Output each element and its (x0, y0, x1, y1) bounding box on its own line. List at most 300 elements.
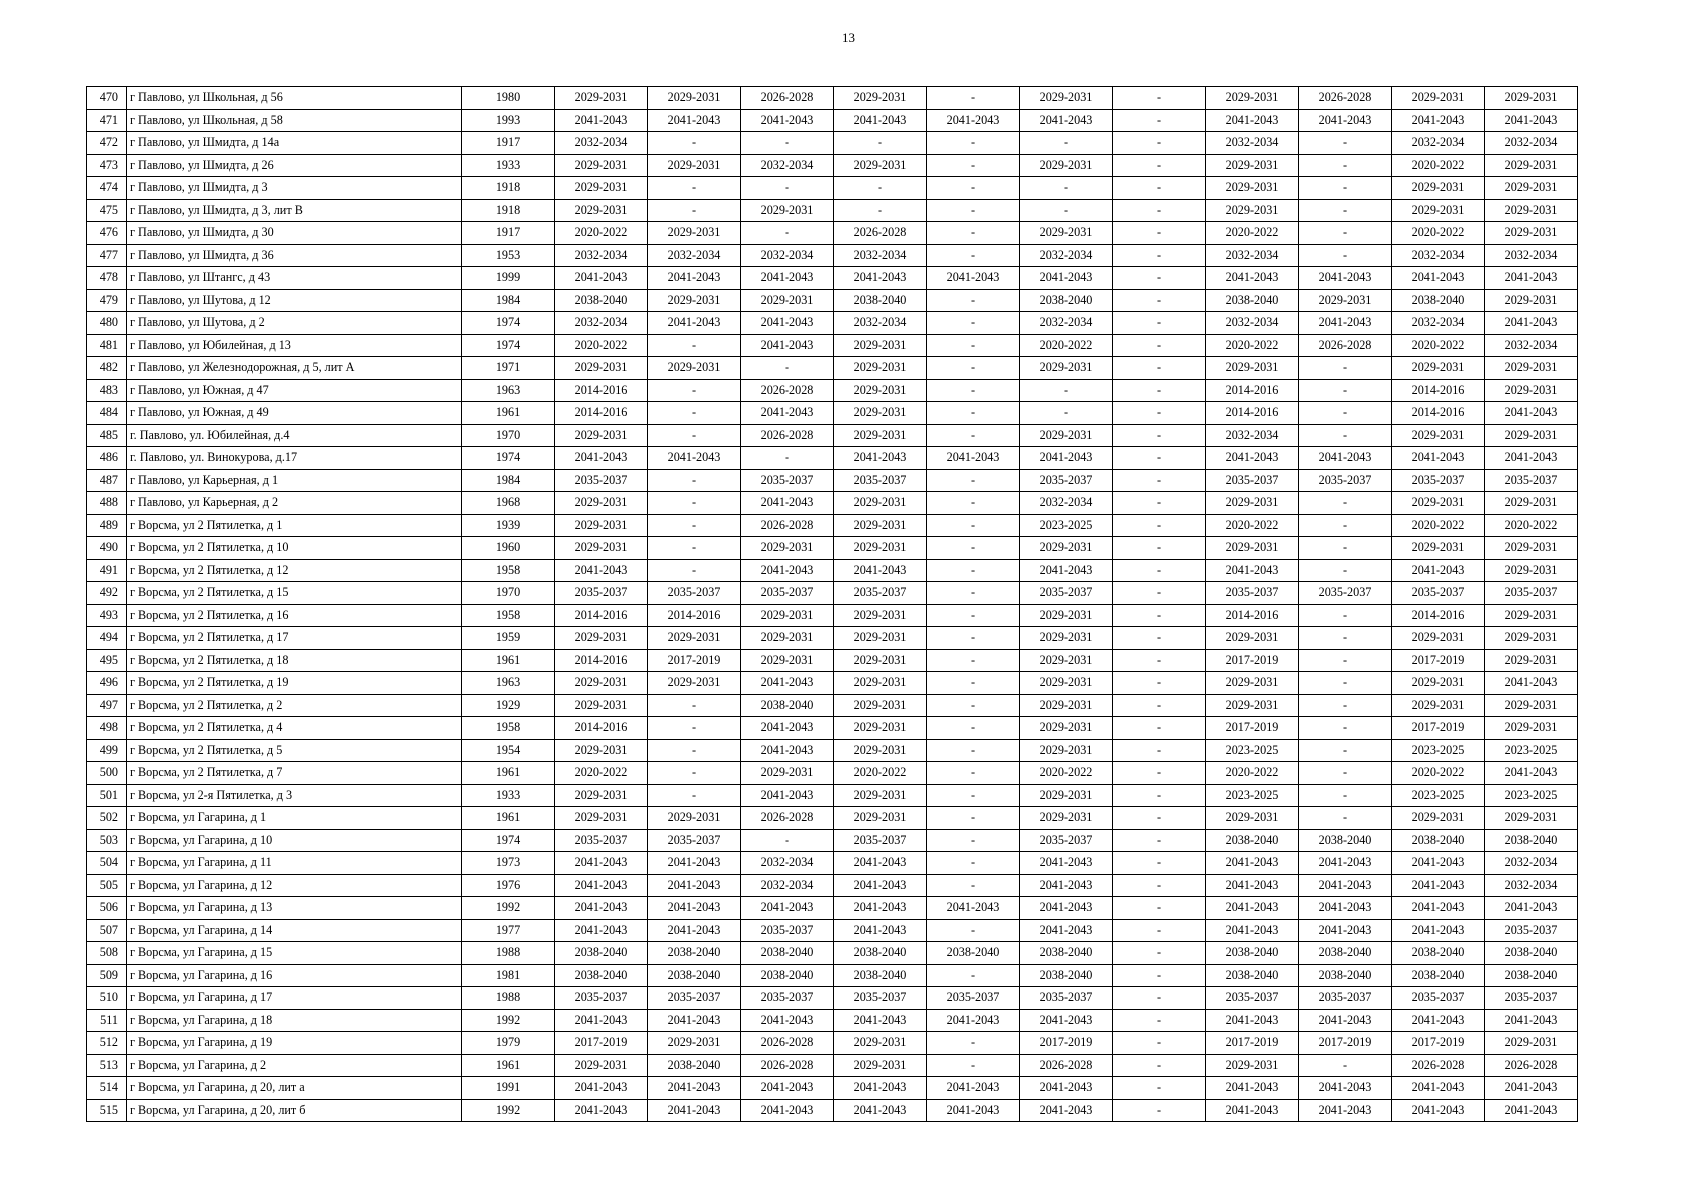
period-cell: 2038-2040 (1392, 829, 1485, 852)
period-cell: 2029-2031 (1392, 807, 1485, 830)
year-built-cell: 1988 (462, 987, 555, 1010)
table-row (87, 717, 1578, 740)
period-cell: 2035-2037 (741, 469, 834, 492)
period-cell: - (927, 762, 1020, 785)
period-cell: - (927, 852, 1020, 875)
row-number-cell: 493 (87, 604, 127, 627)
period-cell: 2041-2043 (1299, 109, 1392, 132)
period-cell: 2029-2031 (555, 492, 648, 515)
row-number-cell: 500 (87, 762, 127, 785)
address-cell: г Павлово, ул Шмидта, д 3 (127, 177, 462, 200)
period-cell: 2029-2031 (648, 289, 741, 312)
address-cell: г Павлово, ул Шмидта, д 14а (127, 132, 462, 155)
year-built-cell: 1976 (462, 874, 555, 897)
period-cell: - (648, 402, 741, 425)
period-cell: - (1020, 379, 1113, 402)
period-cell: 2041-2043 (648, 1077, 741, 1100)
period-cell: - (927, 807, 1020, 830)
year-built-cell: 1968 (462, 492, 555, 515)
row-number-cell: 509 (87, 964, 127, 987)
period-cell: - (1299, 379, 1392, 402)
period-cell: 2020-2022 (1020, 334, 1113, 357)
year-built-cell: 1958 (462, 604, 555, 627)
period-cell: - (1113, 964, 1206, 987)
period-cell: 2041-2043 (741, 402, 834, 425)
period-cell: - (927, 154, 1020, 177)
period-cell: 2029-2031 (741, 537, 834, 560)
row-number-cell: 472 (87, 132, 127, 155)
period-cell: 2041-2043 (1206, 852, 1299, 875)
period-cell: 2041-2043 (1299, 1009, 1392, 1032)
period-cell: 2032-2034 (1206, 424, 1299, 447)
address-cell: г Павлово, ул Карьерная, д 1 (127, 469, 462, 492)
period-cell: 2041-2043 (741, 1099, 834, 1122)
period-cell: 2041-2043 (1392, 1099, 1485, 1122)
period-cell: 2041-2043 (741, 559, 834, 582)
period-cell: 2041-2043 (1485, 897, 1578, 920)
period-cell: - (927, 694, 1020, 717)
table-row (87, 762, 1578, 785)
row-number-cell: 505 (87, 874, 127, 897)
period-cell: 2029-2031 (1392, 87, 1485, 110)
period-cell: - (648, 132, 741, 155)
period-cell: - (927, 784, 1020, 807)
period-cell: 2038-2040 (648, 942, 741, 965)
table-row (87, 469, 1578, 492)
period-cell: 2041-2043 (741, 334, 834, 357)
period-cell: 2038-2040 (1020, 964, 1113, 987)
period-cell: - (927, 177, 1020, 200)
period-cell: 2029-2031 (1485, 694, 1578, 717)
period-cell: 2017-2019 (1206, 649, 1299, 672)
table-row (87, 604, 1578, 627)
period-cell: 2029-2031 (834, 514, 927, 537)
period-cell: 2038-2040 (1206, 942, 1299, 965)
period-cell: 2029-2031 (834, 357, 927, 380)
period-cell: 2041-2043 (555, 447, 648, 470)
address-cell: г Ворсма, ул 2 Пятилетка, д 17 (127, 627, 462, 650)
table-row (87, 852, 1578, 875)
period-cell: - (741, 829, 834, 852)
period-cell: 2032-2034 (1206, 132, 1299, 155)
period-cell: 2041-2043 (555, 559, 648, 582)
table-row (87, 334, 1578, 357)
period-cell: 2035-2037 (1485, 919, 1578, 942)
period-cell: - (1113, 717, 1206, 740)
period-cell: 2038-2040 (1299, 942, 1392, 965)
period-cell: 2029-2031 (1485, 717, 1578, 740)
table-row (87, 1009, 1578, 1032)
period-cell: 2041-2043 (1206, 1009, 1299, 1032)
period-cell: 2029-2031 (1485, 222, 1578, 245)
period-cell: 2041-2043 (1485, 1099, 1578, 1122)
period-cell: 2020-2022 (1392, 514, 1485, 537)
period-cell: 2029-2031 (834, 402, 927, 425)
period-cell: 2029-2031 (555, 514, 648, 537)
period-cell: 2029-2031 (834, 1054, 927, 1077)
period-cell: 2041-2043 (834, 559, 927, 582)
period-cell: 2035-2037 (1020, 582, 1113, 605)
period-cell: - (1299, 627, 1392, 650)
period-cell: 2035-2037 (741, 582, 834, 605)
period-cell: 2035-2037 (648, 987, 741, 1010)
period-cell: 2038-2040 (555, 942, 648, 965)
year-built-cell: 1961 (462, 807, 555, 830)
period-cell: 2029-2031 (1392, 357, 1485, 380)
period-cell: 2014-2016 (1392, 379, 1485, 402)
period-cell: 2035-2037 (1299, 987, 1392, 1010)
row-number-cell: 513 (87, 1054, 127, 1077)
period-cell: 2041-2043 (834, 919, 927, 942)
row-number-cell: 489 (87, 514, 127, 537)
period-cell: 2029-2031 (1206, 492, 1299, 515)
period-cell: 2038-2040 (1206, 289, 1299, 312)
period-cell: - (648, 717, 741, 740)
period-cell: - (1113, 514, 1206, 537)
period-cell: - (1113, 447, 1206, 470)
period-cell: 2038-2040 (1206, 964, 1299, 987)
period-cell: 2041-2043 (834, 852, 927, 875)
period-cell: 2029-2031 (834, 672, 927, 695)
period-cell: - (1113, 582, 1206, 605)
period-cell: 2029-2031 (1485, 1032, 1578, 1055)
period-cell: 2029-2031 (555, 424, 648, 447)
address-cell: г Ворсма, ул 2-я Пятилетка, д 3 (127, 784, 462, 807)
table-row (87, 1077, 1578, 1100)
year-built-cell: 1961 (462, 762, 555, 785)
period-cell: 2038-2040 (834, 289, 927, 312)
row-number-cell: 477 (87, 244, 127, 267)
period-cell: 2029-2031 (1392, 694, 1485, 717)
row-number-cell: 507 (87, 919, 127, 942)
period-cell: 2029-2031 (1020, 424, 1113, 447)
period-cell: 2032-2034 (1392, 312, 1485, 335)
address-cell: г Ворсма, ул Гагарина, д 15 (127, 942, 462, 965)
period-cell: - (1299, 357, 1392, 380)
period-cell: 2029-2031 (648, 627, 741, 650)
period-cell: 2029-2031 (1485, 627, 1578, 650)
table-row (87, 514, 1578, 537)
period-cell: 2014-2016 (1392, 604, 1485, 627)
period-cell: 2029-2031 (1206, 537, 1299, 560)
period-cell: 2029-2031 (555, 627, 648, 650)
row-number-cell: 483 (87, 379, 127, 402)
period-cell: 2029-2031 (741, 627, 834, 650)
period-cell: - (1113, 672, 1206, 695)
period-cell: 2029-2031 (834, 649, 927, 672)
row-number-cell: 488 (87, 492, 127, 515)
address-cell: г Ворсма, ул Гагарина, д 14 (127, 919, 462, 942)
row-number-cell: 510 (87, 987, 127, 1010)
period-cell: - (834, 132, 927, 155)
year-built-cell: 1992 (462, 1009, 555, 1032)
period-cell: 2038-2040 (1299, 964, 1392, 987)
period-cell: - (1299, 154, 1392, 177)
period-cell: - (1113, 289, 1206, 312)
period-cell: 2032-2034 (1485, 874, 1578, 897)
address-cell: г Ворсма, ул Гагарина, д 20, лит б (127, 1099, 462, 1122)
period-cell: 2032-2034 (1020, 244, 1113, 267)
period-cell: 2032-2034 (834, 244, 927, 267)
period-cell: - (1113, 379, 1206, 402)
year-built-cell: 1979 (462, 1032, 555, 1055)
row-number-cell: 486 (87, 447, 127, 470)
period-cell: - (927, 537, 1020, 560)
address-cell: г Ворсма, ул Гагарина, д 13 (127, 897, 462, 920)
period-cell: - (927, 919, 1020, 942)
table-row (87, 964, 1578, 987)
row-number-cell: 485 (87, 424, 127, 447)
period-cell: - (834, 177, 927, 200)
period-cell: 2020-2022 (1206, 762, 1299, 785)
period-cell: 2041-2043 (648, 267, 741, 290)
period-cell: 2041-2043 (648, 312, 741, 335)
period-cell: - (1113, 649, 1206, 672)
period-cell: - (1299, 177, 1392, 200)
address-cell: г. Павлово, ул. Юбилейная, д.4 (127, 424, 462, 447)
period-cell: 2023-2025 (1485, 784, 1578, 807)
table-row (87, 289, 1578, 312)
period-cell: 2026-2028 (741, 87, 834, 110)
period-cell: - (1113, 109, 1206, 132)
period-cell: 2041-2043 (927, 267, 1020, 290)
table-row (87, 897, 1578, 920)
period-cell: 2029-2031 (1020, 357, 1113, 380)
year-built-cell: 1980 (462, 87, 555, 110)
period-cell: - (927, 199, 1020, 222)
period-cell: 2026-2028 (741, 514, 834, 537)
year-built-cell: 1961 (462, 649, 555, 672)
period-cell: - (1020, 177, 1113, 200)
row-number-cell: 503 (87, 829, 127, 852)
period-cell: - (927, 717, 1020, 740)
period-cell: - (1020, 132, 1113, 155)
period-cell: 2029-2031 (1020, 627, 1113, 650)
address-cell: г Павлово, ул Школьная, д 56 (127, 87, 462, 110)
period-cell: - (927, 559, 1020, 582)
period-cell: 2038-2040 (1020, 942, 1113, 965)
period-cell: 2041-2043 (648, 897, 741, 920)
period-cell: - (1113, 852, 1206, 875)
period-cell: 2041-2043 (1392, 1009, 1485, 1032)
year-built-cell: 1970 (462, 424, 555, 447)
period-cell: 2017-2019 (1392, 717, 1485, 740)
period-cell: - (927, 672, 1020, 695)
row-number-cell: 482 (87, 357, 127, 380)
period-cell: 2035-2037 (1392, 469, 1485, 492)
period-cell: 2014-2016 (648, 604, 741, 627)
table-row (87, 87, 1578, 110)
year-built-cell: 1974 (462, 447, 555, 470)
row-number-cell: 511 (87, 1009, 127, 1032)
period-cell: 2029-2031 (555, 807, 648, 830)
row-number-cell: 512 (87, 1032, 127, 1055)
period-cell: - (1113, 1099, 1206, 1122)
period-cell: 2020-2022 (555, 334, 648, 357)
period-cell: 2035-2037 (1206, 469, 1299, 492)
period-cell: 2029-2031 (834, 627, 927, 650)
table-row (87, 424, 1578, 447)
period-cell: 2035-2037 (834, 829, 927, 852)
period-cell: 2020-2022 (1206, 514, 1299, 537)
period-cell: - (1299, 694, 1392, 717)
period-cell: - (1113, 267, 1206, 290)
year-built-cell: 1981 (462, 964, 555, 987)
period-cell: 2041-2043 (1392, 109, 1485, 132)
table-body (87, 87, 1578, 1122)
year-built-cell: 1960 (462, 537, 555, 560)
period-cell: 2041-2043 (555, 919, 648, 942)
period-cell: 2038-2040 (741, 964, 834, 987)
period-cell: 2041-2043 (834, 1099, 927, 1122)
period-cell: 2035-2037 (648, 829, 741, 852)
period-cell: 2035-2037 (648, 582, 741, 605)
period-cell: - (1113, 807, 1206, 830)
period-cell: 2041-2043 (1392, 267, 1485, 290)
period-cell: 2017-2019 (1299, 1032, 1392, 1055)
table-row (87, 1099, 1578, 1122)
page-number: 13 (842, 30, 855, 45)
period-cell: 2029-2031 (1206, 357, 1299, 380)
period-cell: - (927, 357, 1020, 380)
period-cell: 2041-2043 (555, 267, 648, 290)
period-cell: 2041-2043 (834, 1077, 927, 1100)
row-number-cell: 492 (87, 582, 127, 605)
period-cell: - (927, 469, 1020, 492)
period-cell: 2029-2031 (648, 357, 741, 380)
year-built-cell: 1917 (462, 222, 555, 245)
period-cell: 2035-2037 (741, 919, 834, 942)
address-cell: г Ворсма, ул 2 Пятилетка, д 1 (127, 514, 462, 537)
period-cell: 2038-2040 (648, 1054, 741, 1077)
period-cell: 2026-2028 (1299, 334, 1392, 357)
period-cell: 2041-2043 (1206, 897, 1299, 920)
period-cell: - (1113, 222, 1206, 245)
period-cell: 2041-2043 (927, 447, 1020, 470)
table-row (87, 1032, 1578, 1055)
period-cell: 2041-2043 (1206, 109, 1299, 132)
table-row (87, 829, 1578, 852)
table-row (87, 244, 1578, 267)
period-cell: - (1113, 199, 1206, 222)
year-built-cell: 1961 (462, 402, 555, 425)
period-cell: 2029-2031 (1392, 199, 1485, 222)
period-cell: 2029-2031 (555, 177, 648, 200)
address-cell: г Ворсма, ул Гагарина, д 10 (127, 829, 462, 852)
period-cell: 2029-2031 (1485, 357, 1578, 380)
period-cell: - (648, 469, 741, 492)
period-cell: 2041-2043 (1206, 559, 1299, 582)
period-cell: 2038-2040 (927, 942, 1020, 965)
period-cell: 2029-2031 (1206, 87, 1299, 110)
period-cell: 2041-2043 (1299, 267, 1392, 290)
table-row (87, 649, 1578, 672)
period-cell: 2029-2031 (1020, 649, 1113, 672)
period-cell: 2029-2031 (834, 537, 927, 560)
period-cell: - (927, 649, 1020, 672)
period-cell: - (1113, 1009, 1206, 1032)
period-cell: 2029-2031 (1392, 177, 1485, 200)
period-cell: 2023-2025 (1392, 784, 1485, 807)
table-row (87, 199, 1578, 222)
year-built-cell: 1992 (462, 897, 555, 920)
period-cell: 2041-2043 (1299, 919, 1392, 942)
period-cell: 2017-2019 (1392, 1032, 1485, 1055)
period-cell: 2035-2037 (555, 987, 648, 1010)
period-cell: 2038-2040 (834, 964, 927, 987)
period-cell: 2041-2043 (1299, 1077, 1392, 1100)
address-cell: г Ворсма, ул 2 Пятилетка, д 19 (127, 672, 462, 695)
period-cell: 2020-2022 (1392, 222, 1485, 245)
period-cell: 2041-2043 (1020, 1099, 1113, 1122)
period-cell: - (648, 694, 741, 717)
period-cell: 2035-2037 (1206, 582, 1299, 605)
address-cell: г Ворсма, ул Гагарина, д 11 (127, 852, 462, 875)
period-cell: 2029-2031 (648, 1032, 741, 1055)
period-cell: 2041-2043 (1485, 312, 1578, 335)
period-cell: 2035-2037 (1485, 987, 1578, 1010)
period-cell: 2041-2043 (555, 874, 648, 897)
period-cell: 2041-2043 (1020, 447, 1113, 470)
period-cell: - (927, 739, 1020, 762)
period-cell: - (1113, 874, 1206, 897)
period-cell: 2041-2043 (1392, 447, 1485, 470)
address-cell: г Ворсма, ул Гагарина, д 17 (127, 987, 462, 1010)
period-cell: 2041-2043 (927, 897, 1020, 920)
period-cell: 2029-2031 (1299, 289, 1392, 312)
period-cell: 2032-2034 (1020, 312, 1113, 335)
period-cell: 2041-2043 (648, 109, 741, 132)
address-cell: г Ворсма, ул Гагарина, д 16 (127, 964, 462, 987)
period-cell: 2029-2031 (1485, 87, 1578, 110)
period-cell: - (1113, 154, 1206, 177)
period-cell: 2032-2034 (1020, 492, 1113, 515)
period-cell: - (1299, 1054, 1392, 1077)
period-cell: 2029-2031 (1485, 604, 1578, 627)
table-row (87, 109, 1578, 132)
period-cell: 2014-2016 (555, 604, 648, 627)
address-cell: г Ворсма, ул 2 Пятилетка, д 5 (127, 739, 462, 762)
period-cell: 2041-2043 (1485, 447, 1578, 470)
period-cell: 2032-2034 (1485, 334, 1578, 357)
period-cell: - (927, 492, 1020, 515)
period-cell: - (1299, 649, 1392, 672)
period-cell: - (1299, 402, 1392, 425)
period-cell: 2029-2031 (1485, 537, 1578, 560)
period-cell: 2041-2043 (555, 1077, 648, 1100)
period-cell: 2017-2019 (648, 649, 741, 672)
period-cell: 2041-2043 (1299, 312, 1392, 335)
period-cell: 2029-2031 (555, 739, 648, 762)
period-cell: 2023-2025 (1206, 739, 1299, 762)
period-cell: 2041-2043 (1485, 267, 1578, 290)
address-cell: г Павлово, ул Шутова, д 12 (127, 289, 462, 312)
period-cell: 2041-2043 (648, 447, 741, 470)
period-cell: - (741, 177, 834, 200)
period-cell: 2029-2031 (1485, 289, 1578, 312)
year-built-cell: 1974 (462, 334, 555, 357)
period-cell: 2029-2031 (1485, 807, 1578, 830)
period-cell: - (648, 492, 741, 515)
period-cell: 2035-2037 (834, 987, 927, 1010)
row-number-cell: 480 (87, 312, 127, 335)
period-cell: 2041-2043 (1206, 1099, 1299, 1122)
period-cell: 2029-2031 (1020, 739, 1113, 762)
period-cell: 2041-2043 (555, 1009, 648, 1032)
period-cell: 2014-2016 (1206, 604, 1299, 627)
housing-repair-schedule-table (86, 86, 1578, 1122)
period-cell: - (927, 222, 1020, 245)
